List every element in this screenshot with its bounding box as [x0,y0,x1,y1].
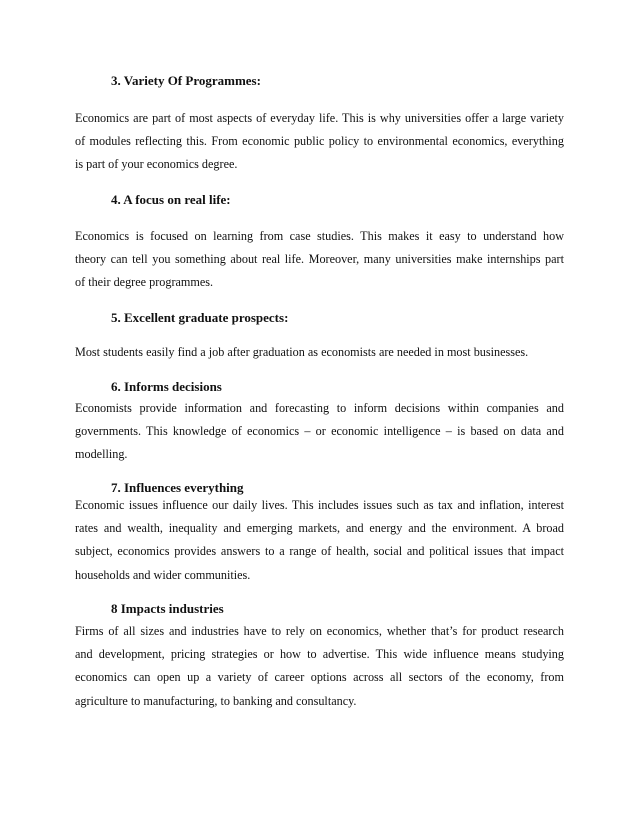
paragraph-line: Economics is focused on learning from case studies. This makes it easy to understand how [75,229,564,243]
section-heading-informs-decisions: 6. Informs decisions [111,379,222,394]
paragraph-line: agriculture to manufacturing, to banking and consultancy. [75,693,357,708]
paragraph-line: modelling. [75,447,128,462]
paragraph-line: of their degree programmes. [75,275,214,290]
section-heading-graduate-prospects: 5. Excellent graduate prospects: [111,310,289,325]
paragraph-line: households and wider communities. [75,567,251,582]
section-heading-variety-of-programmes: 3. Variety Of Programmes: [111,73,261,88]
section-heading-impacts-industries: 8 Impacts industries [111,601,224,616]
section-heading-focus-on-real-life: 4. A focus on real life: [111,192,231,207]
paragraph-line: of modules reflecting this. From economic public policy to environmental economics, everything [75,134,564,149]
section-paragraph-influences-everything [75,494,564,587]
section-paragraph-impacts-industries [75,620,564,713]
paragraph-line: is part of your economics degree. [75,157,238,172]
section-heading-influences-everything: 7. Influences everything [111,480,244,495]
paragraph-line: Economic issues influence our daily lives. This includes issues such as tax and inflation, interest [75,498,564,512]
section-paragraph-focus-on-real-life [75,225,564,295]
paragraph-line: economics can open up a variety of career options across all sectors of the economy, from [75,670,564,685]
section-paragraph-graduate-prospects [75,341,564,364]
paragraph-line: theory can tell you something about real life. Moreover, many universities make internships part [75,252,564,267]
paragraph-line: governments. This knowledge of economics – or economic intelligence – is based on data and [75,424,564,439]
paragraph-line: subject, economics provides answers to a range of health, social and political issues that impact [75,544,564,559]
paragraph-line: Economics are part of most aspects of everyday life. This is why universities offer a large variety [75,111,564,125]
paragraph-line: Economists provide information and forecasting to inform decisions within companies and [75,401,564,415]
paragraph-line: rates and wealth, inequality and emerging markets, and energy and the environment. A broad [75,521,564,536]
section-paragraph-variety-of-programmes [75,107,564,177]
paragraph-line: Firms of all sizes and industries have to rely on economics, whether that’s for product research [75,624,564,638]
paragraph-line: Most students easily find a job after graduation as economists are needed in most businesses. [75,345,529,359]
paragraph-line: and development, pricing strategies or how to advertise. This wide influence means studying [75,647,564,662]
section-paragraph-informs-decisions [75,397,564,467]
